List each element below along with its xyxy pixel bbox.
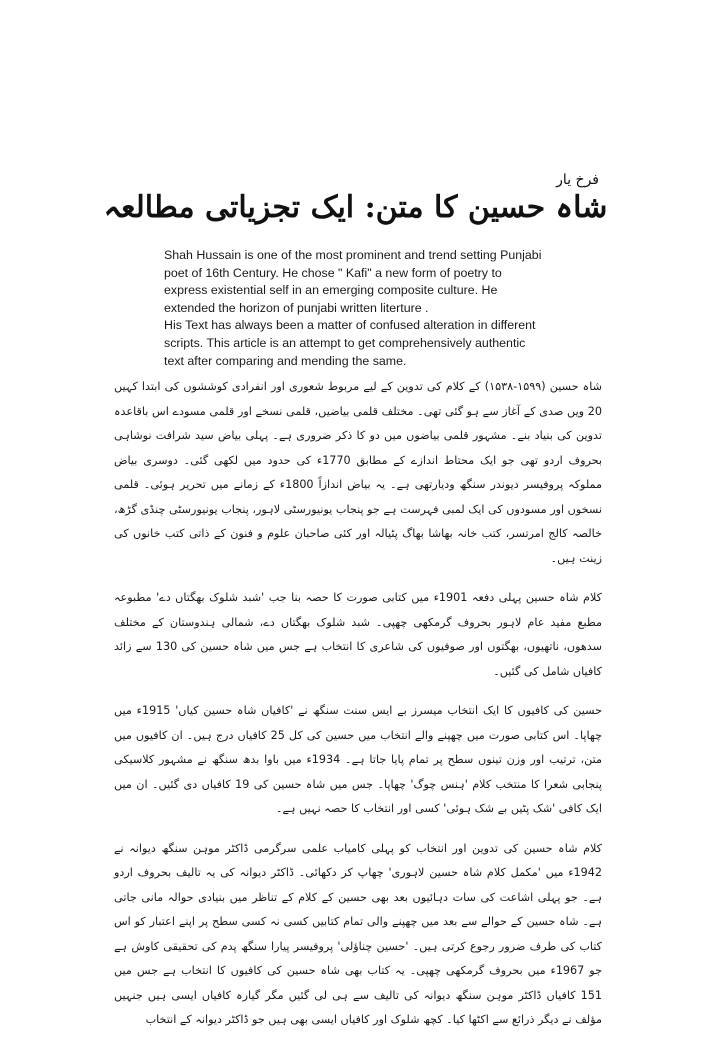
article-title: شاہ حسین کا متن: ایک تجزیاتی مطالعہ <box>103 190 608 225</box>
body-paragraph: کلام شاہ حسین کی تدوین اور انتخاب کو پہلی کامیاب علمی سرگرمی ڈاکٹر موہن سنگھ دیوانہ نے 1942ء میں 'مکمل کلام شاہ حسین لاہوری' چھاپ کر دکھائی۔ ڈاکٹر دیوانہ کی یہ تالیف بحروف اردو ہے۔ جو پہلی اشاعت کی سات دہائیوں بعد بھی حسین کے کلام کے تناظر میں بنیادی حوالہ مانی جاتی ہے۔ شاہ حسین کے حوالے سے بعد میں چھپنے والی تمام کتابیں کسی نہ کسی سطح پر اپنے اعتبار کو اس کتاب کی طرف ضرور رجوع کرتی ہیں۔ 'حسین چناؤلی' پروفیسر پیارا سنگھ پدم کی تحقیقی کاوش ہے جو 1967ء میں بحروف گرمکھی چھپی۔ یہ کتاب بھی شاہ حسین کی کافیوں کا انتخاب ہے جس میں 151 کافیاں ڈاکٹر موہن سنگھ دیوانہ کی تالیف سے ہی لی گئیں مگر گیارہ کافیاں ایسی ہیں جنہیں مؤلف نے دیگر ذرائع سے اکٹھا کیا۔ کچھ شلوک اور کافیاں ایسی بھی ہیں جو ڈاکٹر دیوانہ کے انتخاب <box>114 841 602 1026</box>
abstract-paragraph: Shah Hussain is one of the most prominent and trend setting Punjabi poet of 16th Century. He chose " Kafi" a new form of poetry to express existential self in an emerging composite culture. He extended the horizon of punjabi written literture . <box>164 248 542 315</box>
urdu-body <box>114 375 602 1048</box>
abstract-paragraph: His Text has always been a matter of confused alteration in different scripts. This article is an attempt to get comprehensively authentic text after comparing and mending the same. <box>164 318 536 368</box>
english-abstract <box>164 247 546 370</box>
body-paragraph: حسین کی کافیوں کا ایک انتخاب میسرز بے ایس سنت سنگھ نے 'کافیاں شاہ حسین کیاں' 1915ء میں چھاپا۔ اس کتابی صورت میں چھپنے والے انتخاب میں حسین کی کل 25 کافیاں درج ہیں۔ ان کافیوں میں متن، ترتیب اور وزن تینوں سطح پر تمام پایا جاتا ہے۔ 1934ء میں باوا بدھ سنگھ نے مشہور کلاسیکی پنجابی شعرا کا منتخب کلام 'ہنس چوگ' چھاپا۔ جس میں شاہ حسین کی 19 کافیاں دی گئیں۔ ان میں ایک کافی 'شک پٹیں بے شک ہوئی' کسی اور انتخاب کا حصہ نہیں ہے۔ <box>114 704 603 815</box>
author-name: فرخ یار <box>556 172 599 188</box>
body-paragraph: کلام شاہ حسین پہلی دفعہ 1901ء میں کتابی صورت کا حصہ بنا جب 'شبد شلوک بھگتاں دے' مطبوعہ مطبع مفید عام لاہور بحروف گرمکھی چھپی۔ شبد شلوک بھگتاں دے، شمالی ہندوستان کے مختلف سدھوں، ناتھیوں، بھگتوں اور صوفیوں کی شاعری کا انتخاب ہے جس میں شاہ حسین کی 130 سے زائد کافیاں شامل کی گئیں۔ <box>114 591 602 678</box>
body-paragraph: شاہ حسین (۱۵۹۹-۱۵۳۸) کے کلام کی تدوین کے لیے مربوط شعوری اور انفرادی کوششوں کی ابتدا کہیں 20 ویں صدی کے آغاز سے ہو گئی تھی۔ مختلف قلمی بیاضیں، قلمی نسخے اور قلمی مسودے اس باقاعدہ تدوین کی بنیاد بنے۔ مشہور قلمی بیاضوں میں دو کا ذکر ضروری ہے۔ پہلی بیاض سید شرافت نوشاہی بحروف اردو تھی جو ایک محتاط اندازے کے مطابق 1770ء کی حدود میں لکھی گئی۔ دوسری بیاض مملوکہ پروفیسر دیوندر سنگھ ودیارتھی ہے۔ یہ بیاض اندازاً 1800ء کے زمانے میں تحریر ہوئی۔ قلمی نسخوں اور مسودوں کی ایک لمبی فہرست ہے جو پنجاب یونیورسٹی لاہور، پنجاب یونیورسٹی چنڈی گڑھ، خالصہ کالج امرتسر، کتب خانہ بھاشا بھاگ پٹیالہ اور کئی صاحبان علوم و فنون کے ذاتی کتب خانوں کی زینت ہیں۔ <box>114 380 603 565</box>
